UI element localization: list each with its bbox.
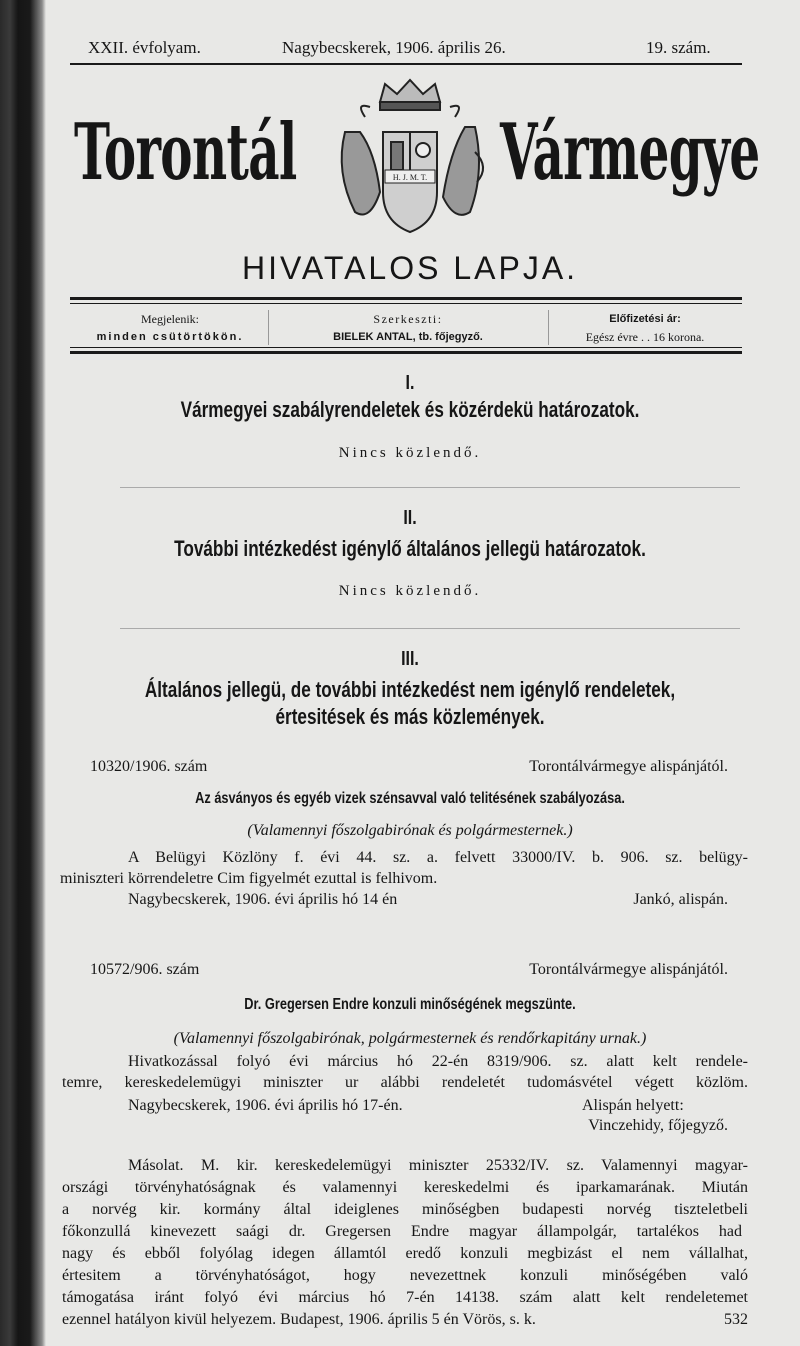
info-rule-top bbox=[70, 297, 742, 300]
crest-label: H. J. M. T. bbox=[392, 173, 428, 182]
section-divider bbox=[120, 487, 740, 488]
copy-line: ezennel hatályon kivül helyezem. Budapest, 1906. április 5 én Vörös, s. k. bbox=[62, 1311, 536, 1328]
info-editor bbox=[268, 310, 548, 346]
notice-title: Az ásványos és egyéb vizek szénsavval való telitésének szabályozása. bbox=[195, 790, 625, 807]
copy-line: a norvég kir. kormány által ideiglenes minőségben budapesti norvég tiszteletbeli bbox=[62, 1201, 748, 1218]
notice-number: 10320/1906. szám bbox=[90, 758, 208, 775]
info-price bbox=[548, 310, 742, 346]
place-date: Nagybecskerek, 1906. április 26. bbox=[282, 38, 506, 57]
coat-of-arms bbox=[325, 72, 495, 242]
scan-edge bbox=[0, 0, 46, 1346]
info-rule-bottom bbox=[70, 351, 742, 354]
notice-date: Nagybecskerek, 1906. évi április hó 17-én. bbox=[128, 1097, 403, 1114]
price-label: Előfizetési ár: bbox=[609, 313, 681, 325]
notice-signature: Jankó, alispán. bbox=[633, 891, 728, 908]
notice-title: Dr. Gregersen Endre konzuli minőségének megszünte. bbox=[244, 996, 576, 1013]
copy-line: Másolat. M. kir. kereskedelemügyi miniszter 25332/IV. sz. Valamennyi magyar- bbox=[128, 1157, 748, 1174]
notice-body-line: miniszteri körrendeletre Cim figyelmét ezuttal is felhivom. bbox=[60, 870, 438, 887]
copy-line: értesitem a törvényhatóságot, hogy nevezettnek konzuli minőségében való bbox=[62, 1267, 748, 1284]
price-value: Egész évre . . 16 korona. bbox=[585, 330, 705, 344]
top-rule bbox=[70, 63, 742, 65]
section-heading: Vármegyei szabályrendeletek és közérdekü határozatok. bbox=[180, 397, 640, 422]
appears-label: Megjelenik: bbox=[141, 312, 199, 326]
editor-value: BIELEK ANTAL, tb. főjegyző. bbox=[333, 331, 483, 343]
copy-line: támogatása iránt folyó évi március hó 7-én 14138. szám alatt kelt rendeletemet bbox=[62, 1289, 748, 1306]
page-number: 532 bbox=[724, 1311, 748, 1328]
info-rule-bottom-thin bbox=[70, 347, 742, 348]
notice-signature: Vinczehidy, főjegyző. bbox=[588, 1117, 728, 1134]
section-divider bbox=[120, 628, 740, 629]
section-heading: Általános jellegü, de további intézkedést nem igénylő rendeletek, bbox=[144, 677, 676, 702]
section-numeral: II. bbox=[403, 507, 417, 529]
title-left: Torontál bbox=[74, 107, 297, 198]
notice-from: Torontálvármegye alispánjától. bbox=[529, 961, 728, 978]
copy-line: országi törvényhatóságnak és valamennyi kereskedelmi és iparkamarának. Miután bbox=[62, 1179, 748, 1196]
notice-body-line: temre, kereskedelemügyi miniszter ur alábbi rendeletét tudomásvétel végett közlöm. bbox=[62, 1074, 748, 1091]
section-note: Nincs közlendő. bbox=[338, 583, 482, 599]
section-heading: értesitések és más közlemények. bbox=[275, 704, 545, 729]
copy-line: főkonzullá kinevezett saági dr. Gregersen Endre magyar állampolgár, tartalékos had bbox=[62, 1223, 742, 1240]
volume: XXII. évfolyam. bbox=[88, 38, 201, 57]
notice-addressee: (Valamennyi főszolgabirónak, polgármesternek és rendőrkapitány urnak.) bbox=[173, 1030, 647, 1047]
info-rule-top-thin bbox=[70, 303, 742, 304]
copy-line: nagy és ebből folyólag idegen államtól eredő konzuli megbizást el nem vállalhat, bbox=[62, 1245, 748, 1262]
section-numeral: III. bbox=[401, 648, 419, 670]
notice-from: Torontálvármegye alispánjától. bbox=[529, 758, 728, 775]
notice-signature-label: Alispán helyett: bbox=[582, 1097, 684, 1114]
issue-number: 19. szám. bbox=[646, 38, 711, 57]
info-appears bbox=[72, 310, 268, 346]
notice-addressee: (Valamennyi főszolgabirónak és polgármesternek.) bbox=[247, 822, 573, 839]
section-numeral: I. bbox=[405, 372, 415, 394]
notice-body-line: A Belügyi Közlöny f. évi 44. sz. a. felvett 33000/IV. b. 906. sz. belügy- bbox=[128, 849, 748, 866]
notice-number: 10572/906. szám bbox=[90, 961, 200, 978]
section-heading: További intézkedést igénylő általános jellegü határozatok. bbox=[174, 536, 646, 561]
section-note: Nincs közlendő. bbox=[338, 445, 482, 461]
subtitle: HIVATALOS LAPJA. bbox=[241, 250, 579, 286]
notice-body-line: Hivatkozással folyó évi március hó 22-én 8319/906. sz. alatt kelt rendele- bbox=[128, 1053, 748, 1070]
notice-date: Nagybecskerek, 1906. évi április hó 14 én bbox=[128, 891, 398, 908]
appears-value: minden csütörtökön. bbox=[96, 331, 244, 343]
editor-label: Szerkeszti: bbox=[373, 312, 443, 326]
title-right: Vármegye bbox=[500, 107, 760, 198]
